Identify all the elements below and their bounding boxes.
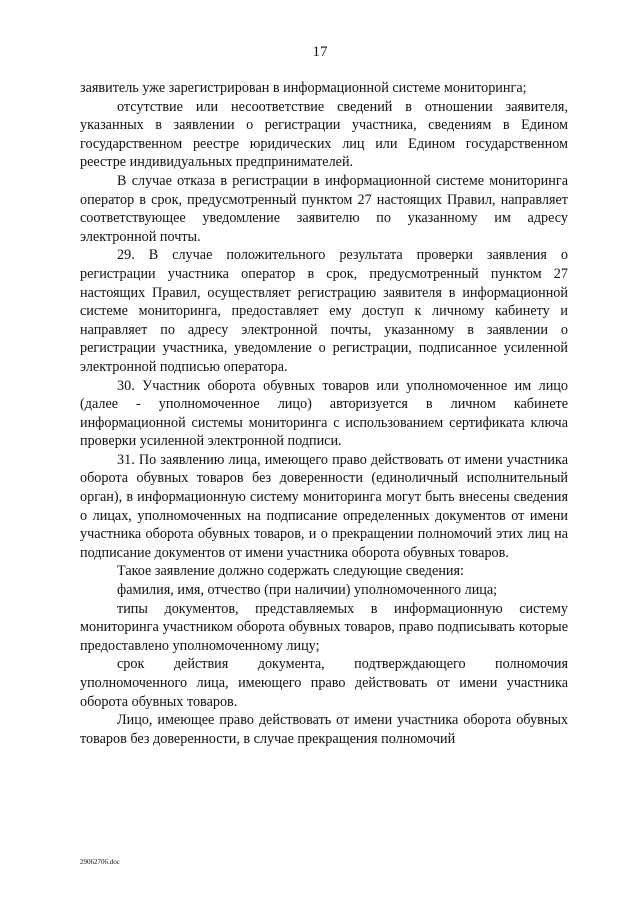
- paragraph: типы документов, представляемых в информационную систему мониторинга участником оборота обувных товаров, право подписывать которые предоставлено уполномоченному лицу;: [80, 600, 568, 654]
- paragraph: Лицо, имеющее право действовать от имени участника оборота обувных товаров без доверенности, в случае прекращения полномочий: [80, 712, 568, 747]
- paragraph: Такое заявление должно содержать следующие сведения:: [117, 563, 464, 580]
- footer-filename: 29062706.doc: [80, 858, 120, 866]
- paragraph: 31. По заявлению лица, имеющего право действовать от имени участника оборота обувных товаров без доверенности (единоличный исполнительный орган), в информационную систему мониторинга могут быть внесены сведения о лицах, уполномоченных на подписание определенных документов от имени участника оборота обувных товаров, и о прекращении полномочий этих лиц на подписание документов от имени участника оборота обувных товаров.: [80, 451, 568, 561]
- paragraph: 30. Участник оборота обувных товаров или уполномоченное им лицо (далее - уполномоченное лицо) авторизуется в личном кабинете информационной системы мониторинга с использованием сертификата ключа проверки усиленной электронной подписи.: [80, 377, 568, 450]
- paragraph: В случае отказа в регистрации в информационной системе мониторинга оператор в срок, предусмотренный пунктом 27 настоящих Правил, направляет соответствующее уведомление заявителю по указанному им адресу электронной почты.: [80, 172, 568, 245]
- page-number: 17: [312, 44, 328, 60]
- paragraph: фамилия, имя, отчество (при наличии) уполномоченного лица;: [117, 582, 498, 599]
- document-body: [80, 79, 568, 748]
- paragraph: заявитель уже зарегистрирован в информационной системе мониторинга;: [80, 80, 527, 96]
- paragraph: срок действия документа, подтверждающего полномочия уполномоченного лица, имеющего право действовать от имени участника оборота обувных товаров.: [80, 656, 568, 710]
- paragraph: отсутствие или несоответствие сведений в отношении заявителя, указанных в заявлении о регистрации участника, сведениям в Едином государственном реестре юридических лиц или Едином государственном реестре индивидуальных предпринимателей.: [80, 98, 568, 171]
- paragraph: 29. В случае положительного результата проверки заявления о регистрации участника оператор в срок, предусмотренный пунктом 27 настоящих Правил, осуществляет регистрацию заявителя в информационной системе мониторинга, предоставляет ему доступ к личному кабинету и направляет по адресу электронной почты, указанному в заявлении о регистрации участника, уведомление о регистрации, подписанное усиленной электронной подписью оператора.: [80, 247, 568, 375]
